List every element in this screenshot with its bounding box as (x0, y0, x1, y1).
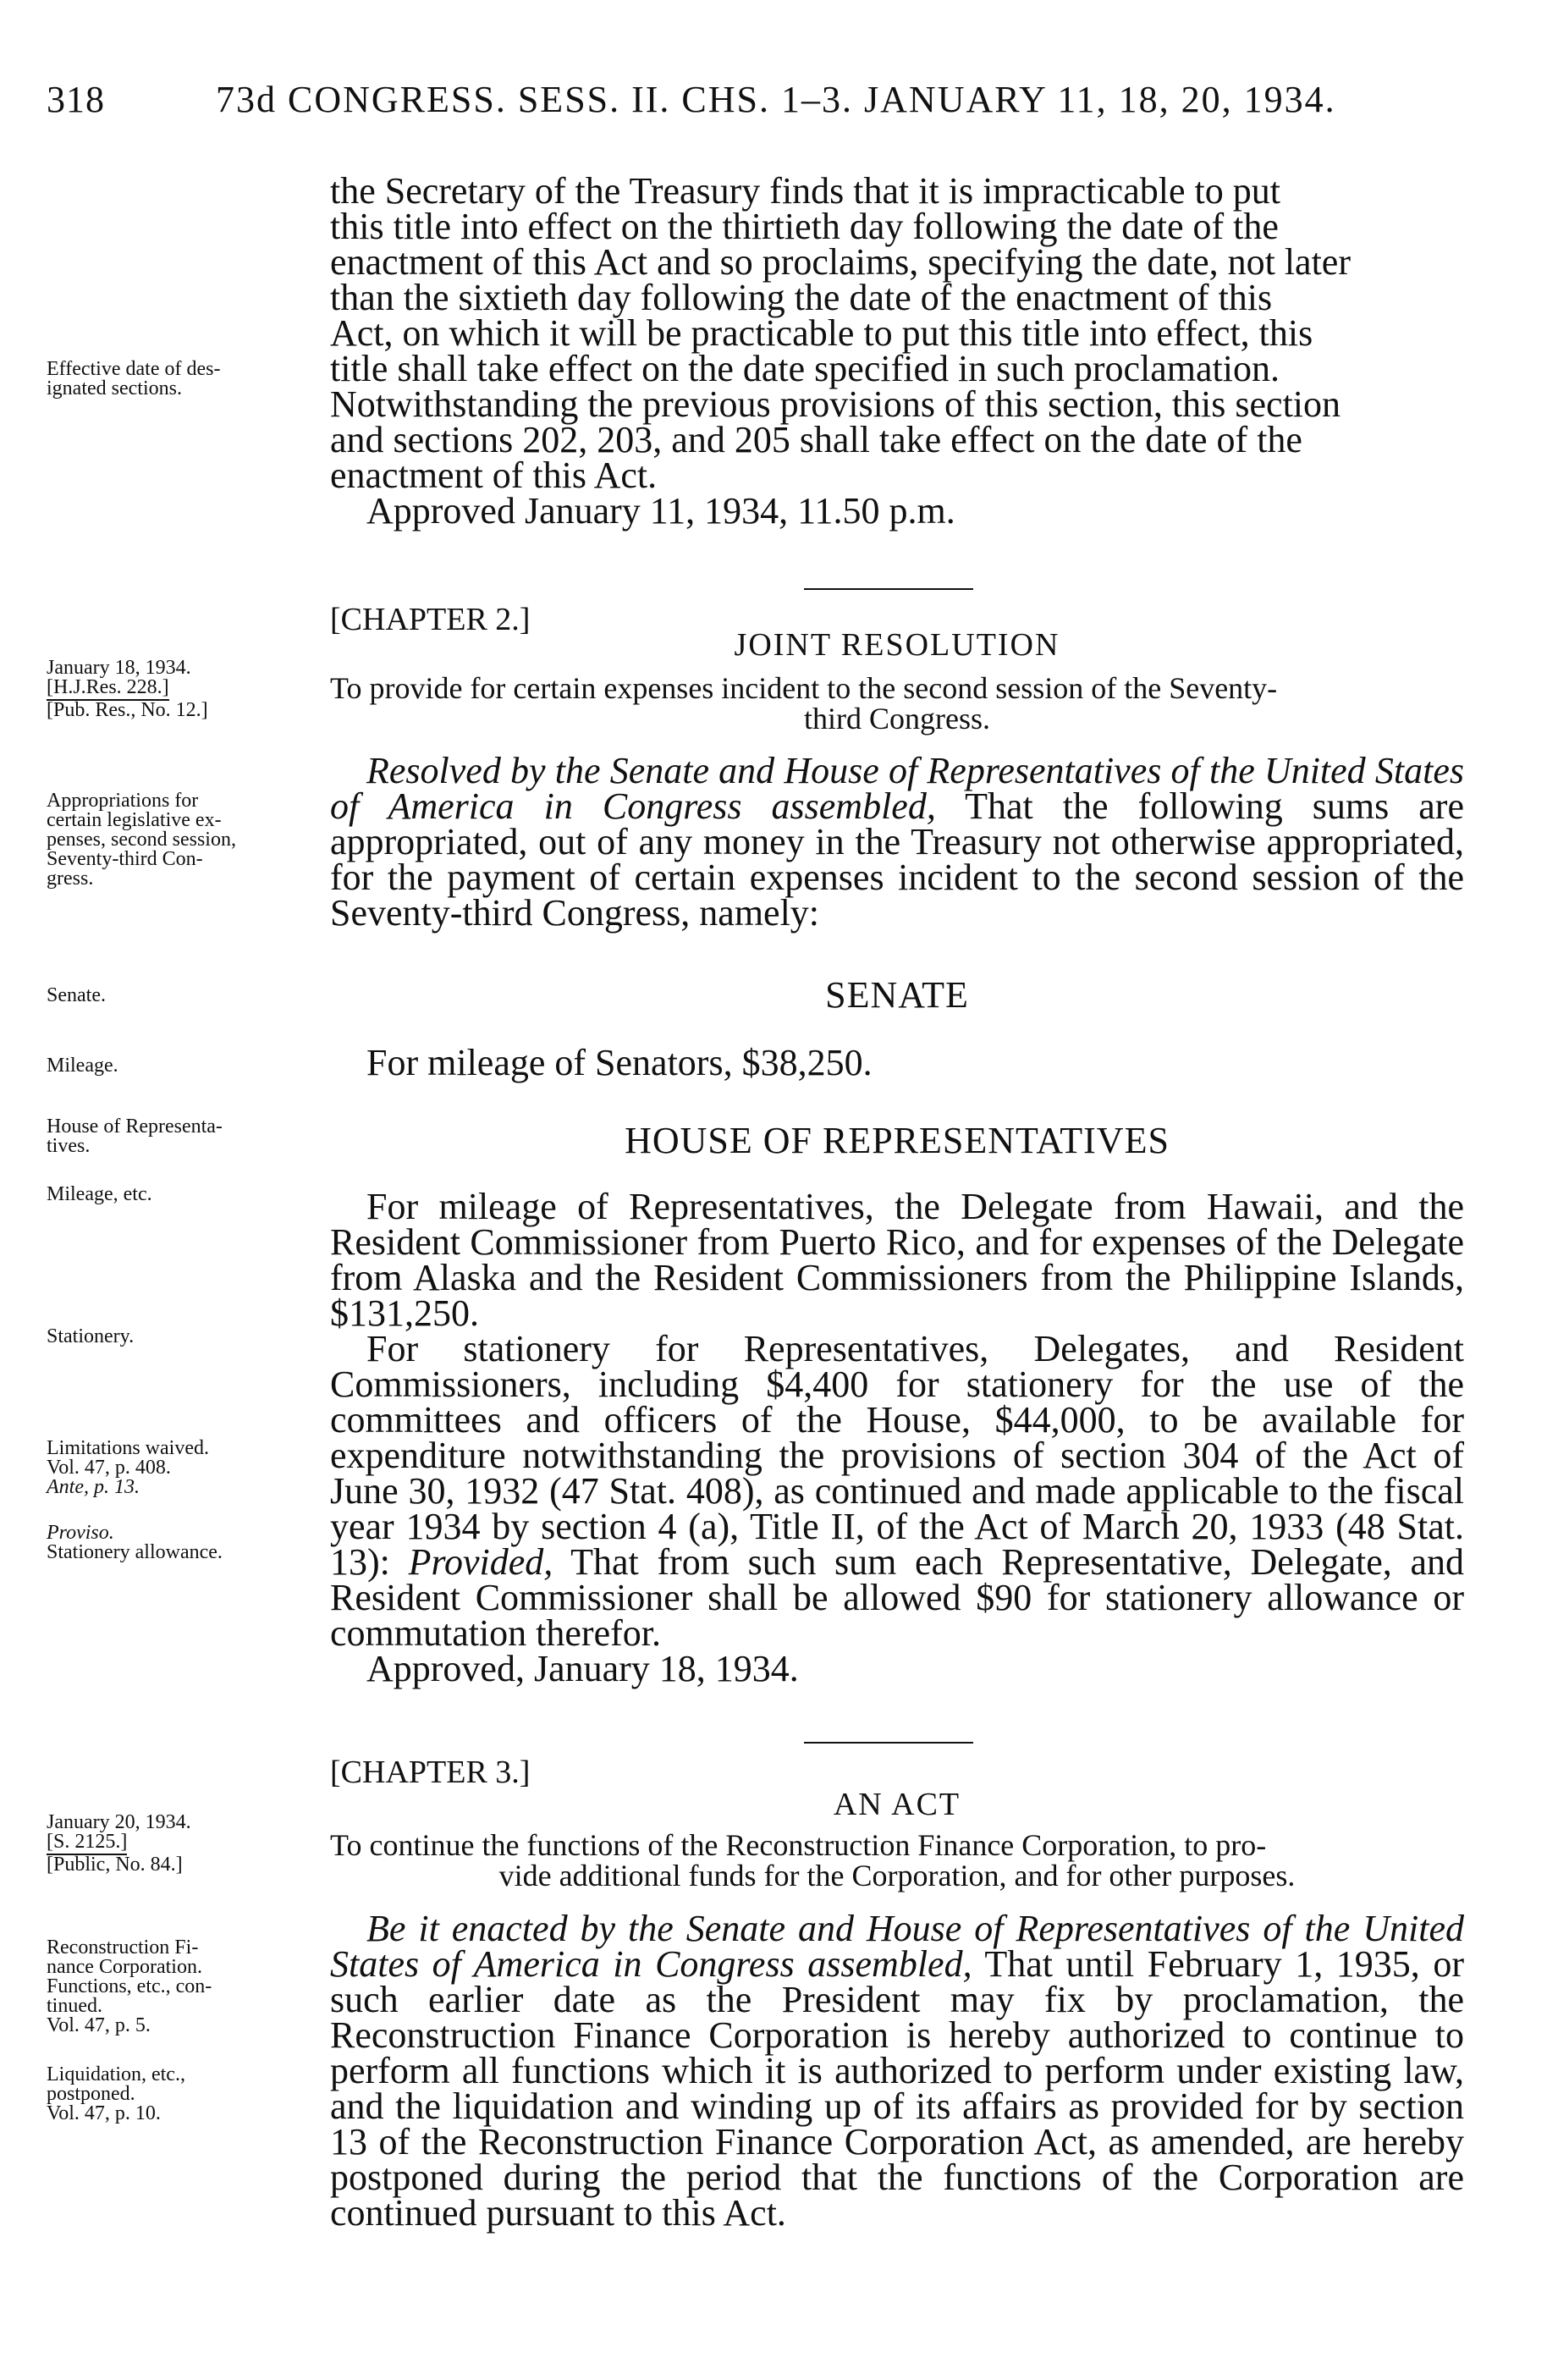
chapter-label: [CHAPTER 2.] (330, 602, 531, 637)
text-line: than the sixtieth day following the date of the enactment of this (330, 277, 1273, 318)
page-number: 318 (47, 79, 105, 120)
text-line: this title into effect on the thirtieth day following the date of the (330, 206, 1279, 247)
act-title: AN ACT (833, 1787, 961, 1822)
margin-bill-reference: January 20, 1934. [S. 2125.] [Public, No. 84.] (47, 1811, 191, 1876)
text-line: Act, on which it will be practicable to put this title into effect, this (330, 312, 1313, 354)
house-mileage-paragraph: For mileage of Representatives, the Delegate from Hawaii, and the Resident Commissioner from Puerto Rico, and for expenses of the Delegate from Alaska and the Resident Commissioners from the Philippine Islands, $131,250. (330, 1186, 1464, 1334)
margin-note-effective-date: Effective date of des- ignated sections. (47, 358, 221, 399)
margin-senate: Senate. (47, 984, 106, 1006)
senate-mileage: For mileage of Senators, $38,250. (366, 1042, 873, 1083)
joint-resolution-title: JOINT RESOLUTION (734, 627, 1060, 663)
margin-stationery: Stationery. (47, 1325, 135, 1347)
text-line: Notwithstanding the previous provisions of this section, this section (330, 383, 1341, 425)
clause-text: That the following sums are appropriated, out of any money in the Treasury not otherwise appropriated, for the payment of certain expenses incident to the second session of the Seventy-third Congress, namely: (330, 785, 1464, 934)
margin-bill-reference: January 18, 1934. [H.J.Res. 228.] [Pub. Res., No. 12.] (47, 657, 208, 721)
divider-rule (804, 588, 973, 590)
margin-appropriations: Appropriations for certain legislative ex- penses, second session, Seventy-third Con- gress. (47, 790, 236, 890)
enacting-clause (330, 1908, 1464, 2234)
text-line: enactment of this Act. (330, 455, 658, 496)
house-heading: HOUSE OF REPRESENTATIVES (625, 1120, 1170, 1161)
approval-line: Approved January 11, 1934, 11.50 p.m. (366, 490, 955, 532)
stationery-paragraph: For stationery for Representatives, Delegates, and Resident Commissioners, including $4,400 for stationery for the use of the committees and officers of the House, $44,000, to be available for expenditure notwithstanding the provisions of section 304 of the Act of June 30, 1932 (47 Stat. 408), as continued and made applicable to the fiscal year 1934 by section 4 (a), Title II, of the Act of March 20, 1933 (48 Stat. 13): Provided, That from such sum each Representative, Delegate, and Resident Commissioner shall be allowed $90 for stationery allowance or commutation therefor. (330, 1328, 1465, 1654)
enacting-formula: Be it enacted by the Senate and House of Representatives of the United States of America in Congress assembled, (330, 1908, 1464, 1985)
approval-line: Approved, January 18, 1934. (366, 1648, 799, 1689)
text-line: the Secretary of the Treasury finds that it is impracticable to put (330, 170, 1280, 212)
margin-liquidation: Liquidation, etc., postponed. Vol. 47, p. 10. (47, 2063, 185, 2124)
enacting-formula: Resolved by the Senate and House of Representatives of the United States of America in Congress assembled, (330, 750, 1464, 827)
chapter-label: [CHAPTER 3.] (330, 1755, 531, 1790)
clause-text: That until February 1, 1935, or such earlier date as the President may fix by proclamation, the Reconstruction Finance Corporation is hereby authorized to continue to perform all functions which it is authorized to perform under existing law, and the liquidation and winding up of its affairs as provided for by section 13 of the Reconstruction Finance Corporation Act, as amended, are hereby postponed during the period that the functions of the Corporation are continued pursuant to this Act. (330, 1943, 1464, 2234)
house-appropriations (330, 1186, 1465, 1689)
running-header: 73d CONGRESS. SESS. II. CHS. 1–3. JANUARY 11, 18, 20, 1934. (216, 79, 1336, 120)
text-line: enactment of this Act and so proclaims, specifying the date, not later (330, 241, 1351, 283)
text-line: and sections 202, 203, and 205 shall take effect on the date of the (330, 419, 1302, 460)
resolution-caption: To provide for certain expenses incident to the second session of the Seventy- third Congress. (330, 671, 1278, 735)
text-line: title shall take effect on the date specified in such proclamation. (330, 348, 1280, 389)
margin-proviso: Proviso. Stationery allowance. (47, 1522, 223, 1563)
act-caption: To continue the functions of the Reconstruction Finance Corporation, to pro- vide additional funds for the Corporation, and for other purposes. (330, 1828, 1296, 1892)
margin-mileage: Mileage. (47, 1055, 118, 1077)
margin-house-mileage: Mileage, etc. (47, 1183, 152, 1205)
senate-heading: SENATE (825, 974, 969, 1016)
margin-rfc: Reconstruction Fi- nance Corporation. Functions, etc., con- tinued. Vol. 47, p. 5. (47, 1937, 212, 2036)
divider-rule (804, 1742, 973, 1744)
margin-limitations: Limitations waived. Vol. 47, p. 408. Ante, p. 13. (47, 1437, 209, 1498)
resolving-clause (330, 750, 1464, 934)
section-continuation (330, 170, 1464, 532)
margin-house: House of Representa- tives. (47, 1116, 223, 1157)
